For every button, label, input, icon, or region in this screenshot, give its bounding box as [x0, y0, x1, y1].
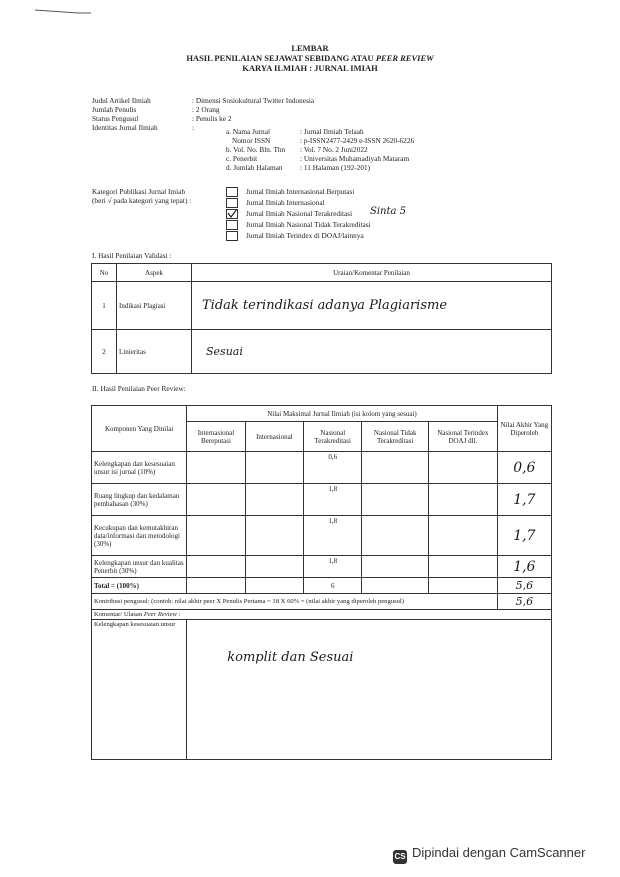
komponen-cell: Kelengkapan unsur dan kualitas Penerbit (30%)	[92, 556, 187, 578]
table-row	[92, 330, 552, 374]
halaman-value: : 11 Halaman (192-201)	[300, 163, 371, 172]
kategori-label: Kategori Publikasi Jurnal Imiah	[92, 187, 186, 196]
row-aspek: Indikasi Plagiasi	[117, 282, 192, 330]
validasi-table	[91, 263, 552, 374]
kontribusi-value: 5,6	[497, 594, 551, 610]
nilai-akhir-cell: 1,7	[497, 516, 551, 556]
option-doaj: Jurnal Ilmiah Terindex di DOAJ/lainnya	[246, 231, 364, 240]
option-internasional: Jurnal Ilmiah Internasional	[246, 198, 325, 207]
camscanner-icon: CS	[393, 850, 407, 864]
jumlah-label: Jumlah Penulis	[92, 105, 137, 114]
option-nasional-tidak-terakreditasi: Jurnal Ilmiah Nasional Tidak Terakreditasi	[246, 220, 371, 229]
handwritten-sinta: Sinta 5	[370, 206, 407, 217]
checkbox-internasional-bereputasi[interactable]	[226, 187, 238, 197]
komentar-header-row	[92, 610, 552, 620]
nilai-akhir-cell: 1,6	[497, 556, 551, 578]
row-aspek: Linieritas	[117, 330, 192, 374]
status-label: Status Pengusul	[92, 114, 139, 123]
nilai-maks-cell: 1,8	[304, 516, 362, 556]
identitas-colon: :	[192, 123, 195, 132]
kontribusi-row	[92, 594, 552, 610]
option-internasional-bereputasi: Jurnal Ilmiah Internasional Berputasi	[246, 187, 355, 196]
nilai-akhir-cell: 0,6	[497, 452, 551, 484]
halaman-label: d. Jumlah Halaman	[226, 163, 283, 172]
total-akhir: 5,6	[497, 578, 551, 594]
header-line1: LEMBAR	[291, 43, 329, 53]
penerbit-label: c. Penerbit	[226, 154, 258, 163]
table-row	[92, 556, 552, 578]
subcol-internasional: Internasional	[245, 422, 303, 452]
table-row	[92, 282, 552, 330]
status-value: : Penulis ke 2	[192, 114, 232, 123]
peer-review-table	[91, 405, 552, 760]
penerbit-value: : Universitas Muhamadiyah Mataram	[300, 154, 410, 163]
camscanner-watermark	[393, 845, 585, 864]
subcol-internasional-bereputasi: Internasional Bereputasi	[187, 422, 245, 452]
vol-label: b. Vol. No. Bln. Thn	[226, 145, 286, 154]
komentar-item: Kelengkapan kesesuaian unsur	[92, 620, 187, 760]
header-line2: HASIL PENILAIAN SEJAWAT SEBIDANG ATAU PEER REVIEW	[186, 53, 434, 63]
total-row	[92, 578, 552, 594]
judul-label: Judul Artikel Ilmiah	[92, 96, 151, 105]
nilai-maks-cell: 0,6	[304, 452, 362, 484]
row-komentar: Sesuai	[192, 330, 552, 374]
nama-jurnal-label: a. Nama Jurnal	[226, 127, 270, 136]
header-line3: KARYA ILMIAH : JURNAL IMIAH	[242, 63, 378, 73]
kategori-hint: (beri √ pada kategori yang tepat) :	[92, 196, 192, 205]
nama-jurnal-value: : Jurnal Ilmiah Telaah	[300, 127, 364, 136]
vol-value: : Vol. 7 No. 2 Juni2022	[300, 145, 368, 154]
subcol-doaj: Nasional Terindex DOAJ dll.	[429, 422, 498, 452]
nilai-akhir-cell: 1,7	[497, 484, 551, 516]
komentar-row	[92, 620, 552, 760]
checkbox-nasional-terakreditasi[interactable]	[226, 209, 238, 219]
option-nasional-terakreditasi: Jurnal Ilmiah Nasional Terakreditasi	[246, 209, 353, 218]
issn-value: : p-ISSN2477-2429 e-ISSN 2620-6226	[300, 136, 415, 145]
section1-title: I. Hasil Penilaian Validasi :	[92, 251, 172, 260]
checkbox-nasional-tidak-terakreditasi[interactable]	[226, 220, 238, 230]
row-no: 2	[92, 330, 117, 374]
col-akhir: Nilai Akhir Yang Diperoleh	[497, 406, 551, 452]
kontribusi-text: Kontribusi pengusul: (contoh: nilai akhir peer X Penulis Pertama = 18 X 60% = (nilai akhir yang diperoleh pengusul)	[92, 594, 498, 610]
col-aspek: Aspek	[117, 264, 192, 282]
komponen-cell: Kecukupan dan kemutakhiran data/informasi dan metodologi (30%)	[92, 516, 187, 556]
total-value: 6	[304, 578, 362, 594]
table-row	[92, 516, 552, 556]
subcol-nasional-terakreditasi: Nasional Terakreditasi	[304, 422, 362, 452]
col-uraian: Uraian/Komentar Penilaian	[192, 264, 552, 282]
col-nilai-maks: Nilai Maksimal Jurnal Ilmiah (isi kolom yang sesuai)	[187, 406, 497, 422]
nilai-maks-cell: 1,8	[304, 484, 362, 516]
identitas-label: Identitas Jurnal Ilmiah	[92, 123, 158, 132]
komentar-text: komplit dan Sesuai	[187, 620, 552, 760]
jumlah-value: : 2 Orang	[192, 105, 220, 114]
checkbox-internasional[interactable]	[226, 198, 238, 208]
checkbox-doaj[interactable]	[226, 231, 238, 241]
total-label: Total = (100%)	[92, 578, 187, 594]
komentar-label: Komentar/ Ulasan Peer Review :	[92, 610, 552, 620]
section2-title: II. Hasil Penilaian Peer Review:	[92, 384, 186, 393]
row-no: 1	[92, 282, 117, 330]
table-row	[92, 484, 552, 516]
nilai-maks-cell: 1,8	[304, 556, 362, 578]
row-komentar: Tidak terindikasi adanya Plagiarisme	[192, 282, 552, 330]
scan-mark	[33, 4, 93, 16]
check-mark-icon	[227, 210, 237, 218]
col-komponen: Komponen Yang Dinilai	[92, 406, 187, 452]
col-no: No	[92, 264, 117, 282]
judul-value: : Dimensi Sosiokultural Twitter Indonesia	[192, 96, 315, 105]
issn-label: Nomor ISSN	[232, 136, 271, 145]
table-row	[92, 452, 552, 484]
subcol-nasional-tidak: Nasional Tidak Terakreditasi	[362, 422, 429, 452]
komponen-cell: Ruang lingkup dan kedalaman pembahasan (30%)	[92, 484, 187, 516]
camscanner-text: Dipindai dengan CamScanner	[412, 845, 586, 860]
document-header	[150, 43, 470, 73]
komponen-cell: Kelengkapan dan kesesuaian unsur isi jurnal (10%)	[92, 452, 187, 484]
